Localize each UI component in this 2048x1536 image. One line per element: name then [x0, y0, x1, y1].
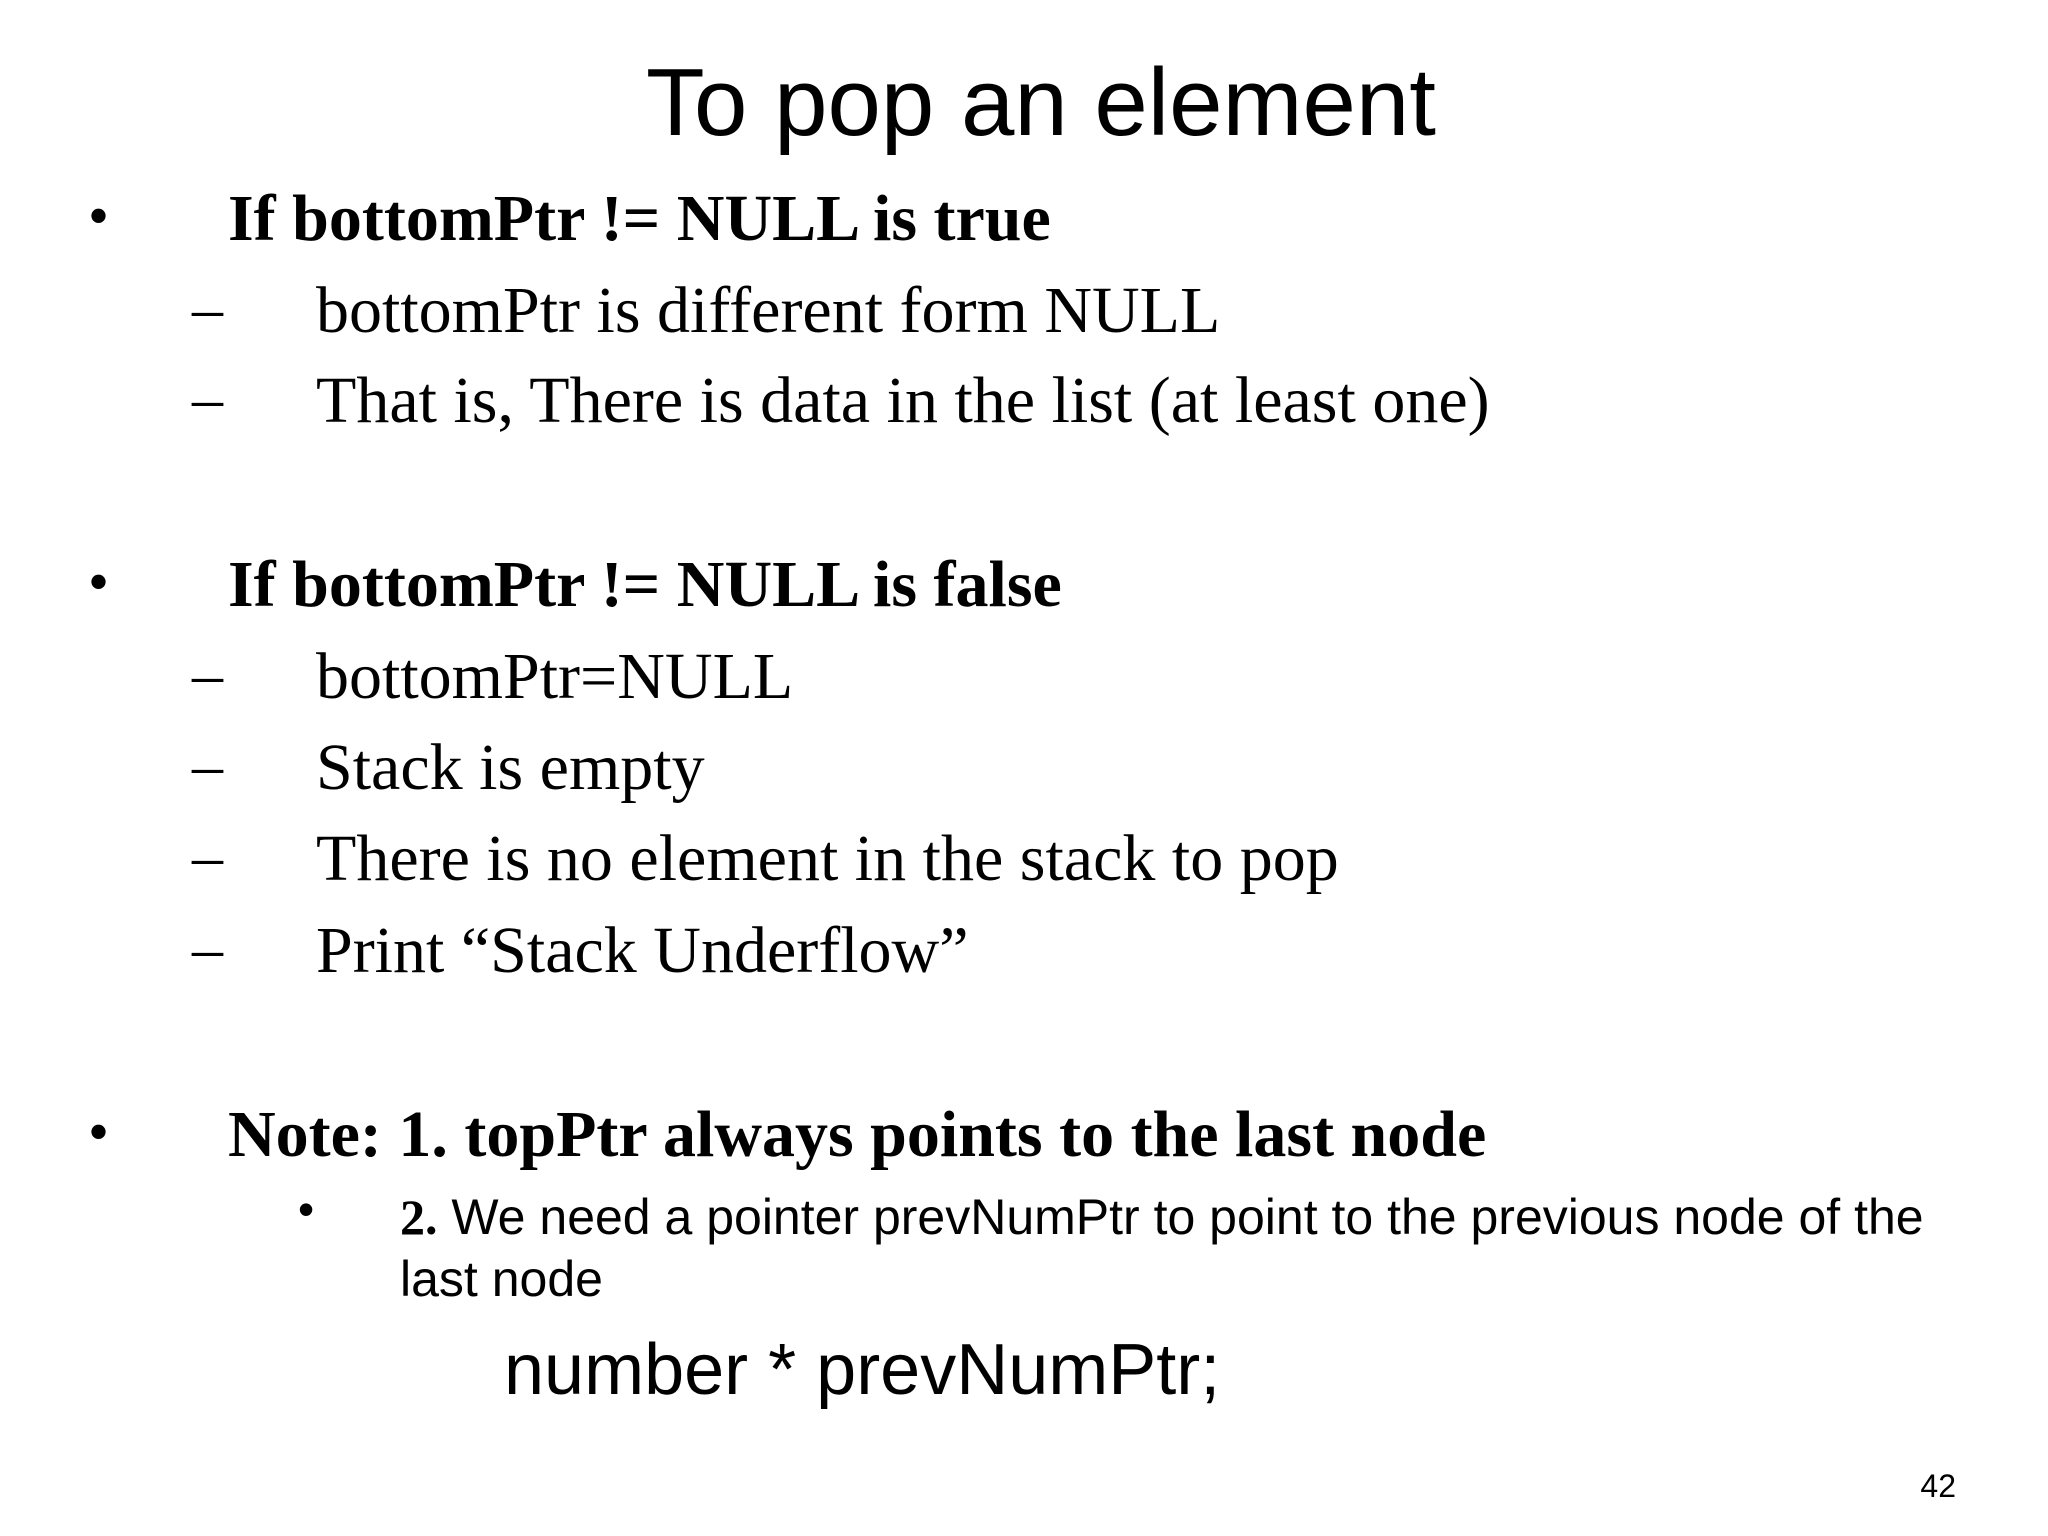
note-heading: Note: 1. topPtr always points to the last node [228, 1098, 1487, 1171]
dash-marker: – [192, 641, 223, 709]
sub-item-text: There is no element in the stack to pop [316, 822, 1339, 895]
sub-item-text: bottomPtr is different form NULL [316, 274, 1221, 347]
bullet-marker: • [88, 183, 110, 249]
bullet-if-true-text: If bottomPtr != NULL is true [228, 182, 1051, 255]
note-sub-text [400, 1186, 1980, 1310]
dash-marker: – [192, 732, 223, 800]
dash-marker: – [192, 275, 223, 343]
bullet-if-false-text: If bottomPtr != NULL is false [228, 548, 1062, 621]
sub-item-text: Print “Stack Underflow” [316, 914, 969, 987]
slide-title: To pop an element [646, 49, 1436, 156]
bullet-marker: • [88, 1099, 110, 1165]
dash-marker: – [192, 915, 223, 983]
dash-marker: – [192, 365, 223, 433]
page-number: 42 [1920, 1468, 1956, 1504]
sub-item-text: bottomPtr=NULL [316, 640, 794, 713]
sub-item-text: Stack is empty [316, 731, 705, 804]
dash-marker: – [192, 823, 223, 891]
code-line: number * prevNumPtr; [504, 1330, 1221, 1410]
bullet-marker: • [88, 549, 110, 615]
bullet-marker: • [298, 1183, 315, 1235]
note-sub-number: 2. [400, 1189, 438, 1245]
note-sub-body: We need a pointer prevNumPtr to point to the previous node of the last node [400, 1189, 1924, 1307]
sub-item-text: That is, There is data in the list (at least one) [316, 364, 1490, 437]
